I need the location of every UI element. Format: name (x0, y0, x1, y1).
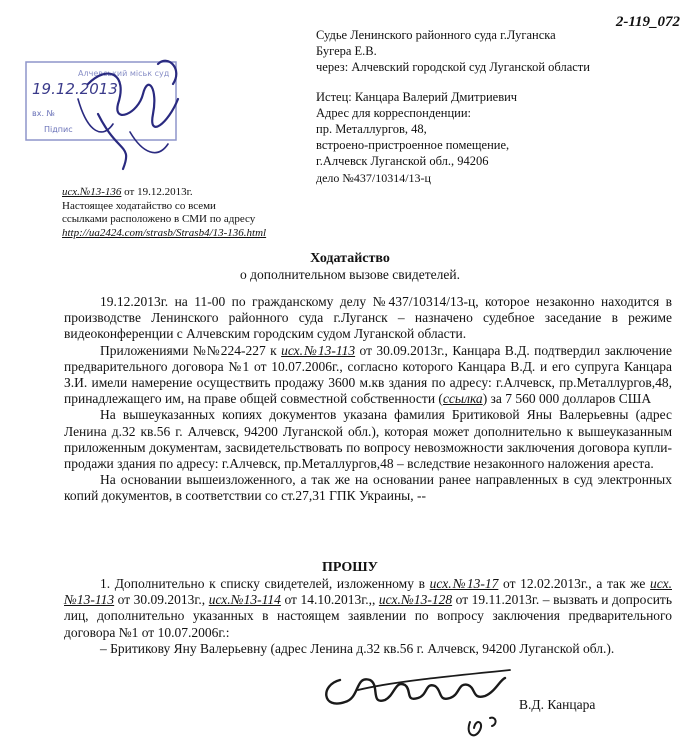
claimant-line: встроено-пристроенное помещение, (316, 138, 510, 152)
stamp-date: 19.12.2013 (32, 80, 118, 98)
paragraph: 19.12.2013г. на 11-00 по гражданскому делу №437/10314/13-ц, которое незаконно находится в производстве Ленинского районного суда г.Луганск – назначено судебное заседание в режиме видеоконференции с Алчевским городским судом Луганской области. (64, 294, 672, 342)
paragraph: На основании вышеизложенного, а так же на основании ранее направленных в суд электронных копий документов, в соответствии со ст.27,31 ГПК Украины, -- (64, 472, 672, 504)
request-title: ПРОШУ (322, 560, 378, 575)
text-run: от 30.09.2013г., (114, 592, 209, 608)
text-run: от 30.09.2013г., Канцара В.Д. подтвердил заключение предварительного договора №1 от 10.07.2006г., согласно которого Канцара В.Д. и его супруга Канцара З.И. имели намерение осуществить продажу 3600 м.кв здания по адресу: г.Алчевск, пр.Металлургов,48, принадлежащего им, на праве общей совместной собственности ( (64, 342, 672, 407)
outgoing-ref-link[interactable]: исх.№13-136 (62, 186, 122, 198)
claimant-line: Адрес для корреспонденции: (316, 106, 472, 120)
document-code: 2-119_072 (615, 14, 680, 30)
outgoing-note: ссылками расположено в СМИ по адресу (62, 213, 256, 225)
outgoing-url-link[interactable]: http://ua2424.com/strasb/Strasb4/13-136.html (62, 226, 267, 239)
court-stamp (18, 44, 218, 179)
case-number: дело №437/10314/13-ц (316, 171, 431, 185)
paragraph (64, 343, 672, 408)
text-run: ) за 7 560 000 долларов США (482, 391, 652, 407)
addressee-line: Судье Ленинского районного суда г.Луганска (316, 28, 556, 42)
ref-link[interactable]: исх.№13-17 (429, 576, 499, 591)
text-run: от 14.10.2013г.,, (280, 592, 379, 608)
addressee-line: Бугера Е.В. (316, 44, 377, 58)
ref-link[interactable]: исх.№13-113 (281, 342, 356, 358)
paragraph: На вышеуказанных копиях документов указана фамилия Бритиковой Яны Валерьевны (адрес Ленина д.32 кв.56 г. Алчевск, 94200 Луганской обл.), которая может дополнительно к вышеуказанным приложенным документам, засвидетельствовать по вопросу невозможности заключения договора купли-продажи здания по адресу: г.Алчевск, пр.Металлургов,48 – вследствие незаконного наложения ареста. (64, 407, 672, 472)
addressee-block (316, 27, 686, 169)
addressee-line: через: Алчевский городской суд Луганской области (316, 60, 590, 74)
document-title: Ходатайство (310, 251, 390, 266)
stamp-number-label: вх. № (32, 109, 55, 118)
request-item: – Бритикову Яну Валерьевну (адрес Ленина д.32 кв.56 г. Алчевск, 94200 Луганской обл.). (100, 640, 615, 656)
signer-name: В.Д. Канцара (519, 697, 596, 712)
ref-link[interactable]: исх.№13-114 (208, 592, 281, 608)
ref-link[interactable]: исх.№13-113 (64, 576, 672, 608)
source-link[interactable]: ссылка (442, 391, 483, 407)
text-run: Приложениями №№224-227 к (100, 342, 282, 358)
document-subtitle: о дополнительном вызове свидетелей. (240, 267, 460, 282)
claimant-line: пр. Металлургов, 48, (316, 122, 427, 136)
request-item (64, 576, 672, 641)
body-text (64, 294, 672, 505)
outgoing-reference (62, 186, 266, 240)
claimant-line: г.Алчевск Луганской обл., 94206 (316, 154, 489, 168)
outgoing-ref-date: от 19.12.2013г. (121, 186, 193, 198)
ref-link[interactable]: исх.№13-128 (378, 592, 453, 608)
claimant-line: Истец: Канцара Валерий Дмитриевич (316, 90, 518, 104)
stamp-signature-label: Підпис (44, 125, 73, 134)
handwritten-signature (300, 640, 530, 753)
outgoing-note: Настоящее ходатайство со всеми (62, 199, 216, 212)
text-run: 1. Дополнительно к списку свидетелей, изложенному в (100, 576, 430, 591)
text-run: от 19.11.2013г. – вызвать и допросить лиц, дополнительно указанных в настоящем заявлении по вопросу заключения предварительного договора №1 от 10.07.2006г.: (64, 592, 672, 640)
text-run: от 12.02.2013г., а так же (498, 576, 651, 591)
stamp-court-name: Алчевський міськ суд (78, 69, 170, 78)
